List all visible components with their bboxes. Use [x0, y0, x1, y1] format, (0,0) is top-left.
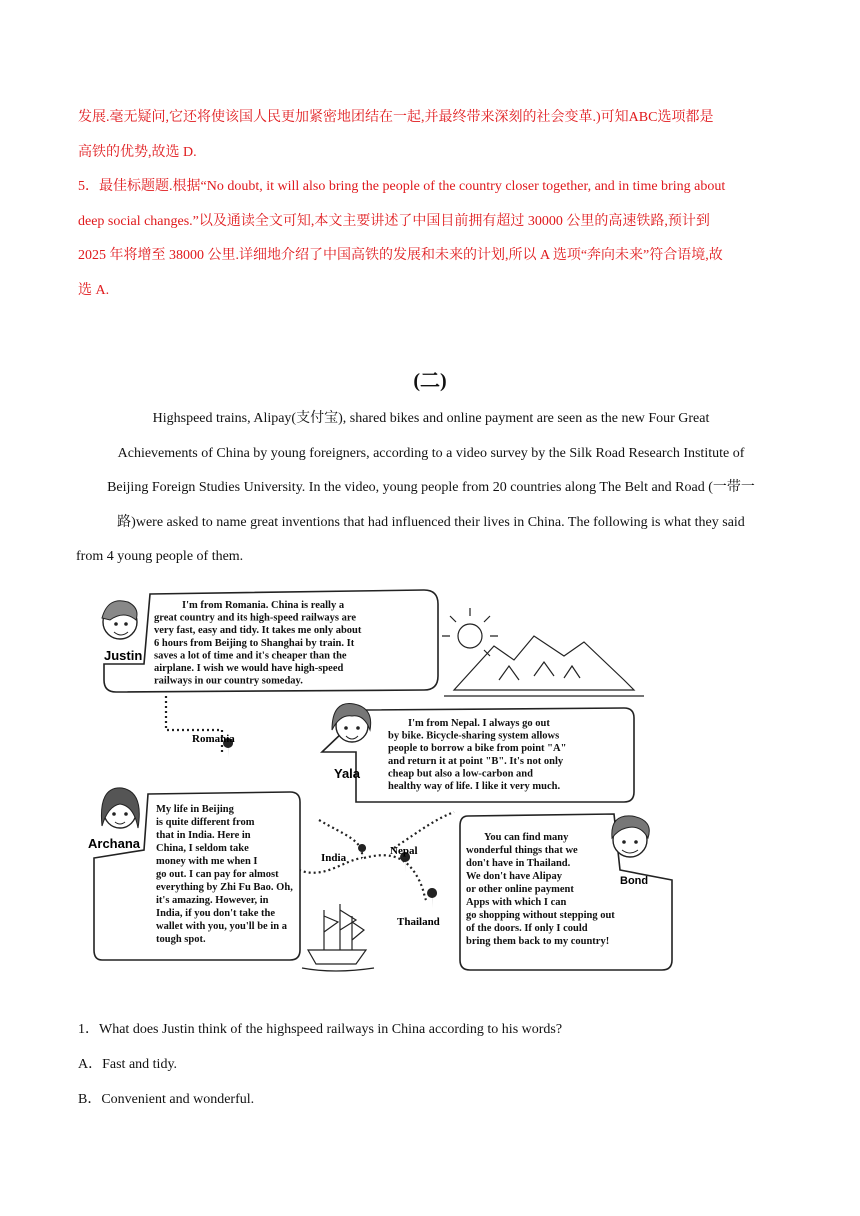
archana-speech-line: wallet with you, you'll be in a — [156, 921, 287, 932]
place-thailand: Thailand — [397, 916, 440, 928]
passage-line: Highspeed trains, Alipay(支付宝), shared bikes and online payment are seen as the new Four Great — [152, 411, 710, 426]
mountain-scene-icon — [442, 608, 644, 696]
archana-speech-line: money with me when I — [156, 856, 258, 867]
justin-speech-line: I'm from Romania. China is really a — [182, 600, 345, 611]
archana-speech-line: go out. I can pay for almost — [156, 869, 279, 880]
archana-speech-line: India, if you don't take the — [156, 908, 276, 919]
justin-avatar — [102, 601, 137, 639]
bond-speech-line: or other online payment — [466, 884, 574, 895]
answer-line: 2025 年将增至 38000 公里.详细地介绍了中国高铁的发展和未来的计划,所以 A 选项“奔向未来”符合语境,故 — [78, 248, 723, 263]
justin-panel — [102, 590, 438, 692]
justin-speech-line: 6 hours from Beijing to Shanghai by train. It — [154, 637, 355, 649]
justin-speech-line: great country and its high-speed railways are — [154, 612, 357, 624]
answer-line: 选 A. — [78, 282, 110, 298]
place-india: India — [321, 852, 347, 864]
bond-speech-line: You can find many — [484, 832, 569, 843]
justin-speech-line: saves a lot of time and it's cheaper than the — [154, 650, 347, 662]
archana-speech-line: that in India. Here in — [156, 830, 251, 841]
archana-name: Archana — [88, 836, 141, 851]
answer-line: 5．最佳标题题.根据“No doubt, it will also bring the people of the country closer together, and in time bring about — [78, 179, 726, 194]
pin-icon — [427, 888, 437, 908]
archana-speech-line: China, I seldom take — [156, 843, 249, 854]
sailing-ship-icon — [302, 904, 374, 971]
bond-speech-line: bring them back to my country! — [466, 936, 610, 947]
justin-name: Justin — [104, 648, 143, 663]
yala-speech-line: people to borrow a bike from point "A" — [388, 743, 567, 755]
archana-speech-line: is quite different from — [156, 817, 255, 828]
answer-explanation — [78, 101, 786, 308]
justin-speech-line: railways in our country someday. — [154, 675, 303, 687]
yala-speech-line: by bike. Bicycle-sharing system allows — [388, 730, 560, 742]
option-a: A．Fast and tidy. — [78, 1057, 178, 1072]
yala-name: Yala — [334, 766, 361, 781]
yala-speech-line: healthy way of life. I like it very much. — [388, 781, 561, 792]
justin-speech — [154, 600, 362, 687]
option-b: B．Convenient and wonderful. — [78, 1092, 255, 1107]
bond-speech-line: We don't have Alipay — [466, 871, 562, 882]
yala-speech-line: I'm from Nepal. I always go out — [408, 718, 550, 729]
section-title: (二) — [413, 370, 447, 392]
yala-speech-line: cheap but also a low-carbon and — [388, 768, 533, 780]
archana-avatar — [101, 788, 139, 828]
passage-line: Beijing Foreign Studies University. In the video, young people from 20 countries along The Belt and Road (一带一 — [107, 480, 755, 496]
place-nepal: Nepal — [390, 845, 418, 857]
question-stem: 1．What does Justin think of the highspeed railways in China according to his words? — [78, 1022, 563, 1037]
archana-speech-line: it's amazing. However, in — [156, 895, 269, 906]
bond-speech-line: go shopping without stepping out — [466, 910, 615, 921]
answer-line: 发展.毫无疑问,它还将使该国人民更加紧密地团结在一起,并最终带来深刻的社会变革.)可知ABC选项都是 — [78, 110, 714, 125]
bond-speech-line: don't have in Thailand. — [466, 858, 571, 869]
place-romania: Romania — [192, 733, 235, 745]
passage-line: 路)were asked to name great inventions that had influenced their lives in China. The following is what they said — [117, 514, 745, 530]
reading-passage — [76, 402, 786, 575]
yala-speech-line: and return it at point "B". It's not only — [388, 755, 564, 767]
bond-speech-line: wonderful things that we — [466, 845, 578, 856]
archana-panel — [88, 788, 300, 960]
yala-panel — [322, 704, 634, 802]
passage-line: Achievements of China by young foreigners, according to a video survey by the Silk Road Research Institute of — [117, 445, 745, 461]
bond-speech-line: of the doors. If only I could — [466, 923, 588, 934]
archana-speech-line: everything by Zhi Fu Bao. Oh, — [156, 882, 293, 893]
bond-panel — [460, 814, 672, 970]
passage-line: from 4 young people of them. — [76, 549, 244, 565]
bond-avatar — [612, 816, 649, 857]
justin-speech-line: airplane. I wish we would have high-speed — [154, 663, 344, 674]
archana-speech-line: tough spot. — [156, 934, 206, 945]
answer-line: deep social changes.”以及通读全文可知,本文主要讲述了中国目前拥有超过 30000 公里的高速铁路,预计到 — [78, 213, 710, 229]
justin-speech-line: very fast, easy and tidy. It takes me only about — [154, 625, 362, 637]
comic-illustration — [88, 580, 686, 978]
answer-line: 高铁的优势,故选 D. — [78, 144, 197, 160]
bond-name: Bond — [620, 875, 649, 887]
archana-speech-line: My life in Beijing — [156, 804, 234, 815]
bond-speech-line: Apps with which I can — [466, 897, 567, 908]
